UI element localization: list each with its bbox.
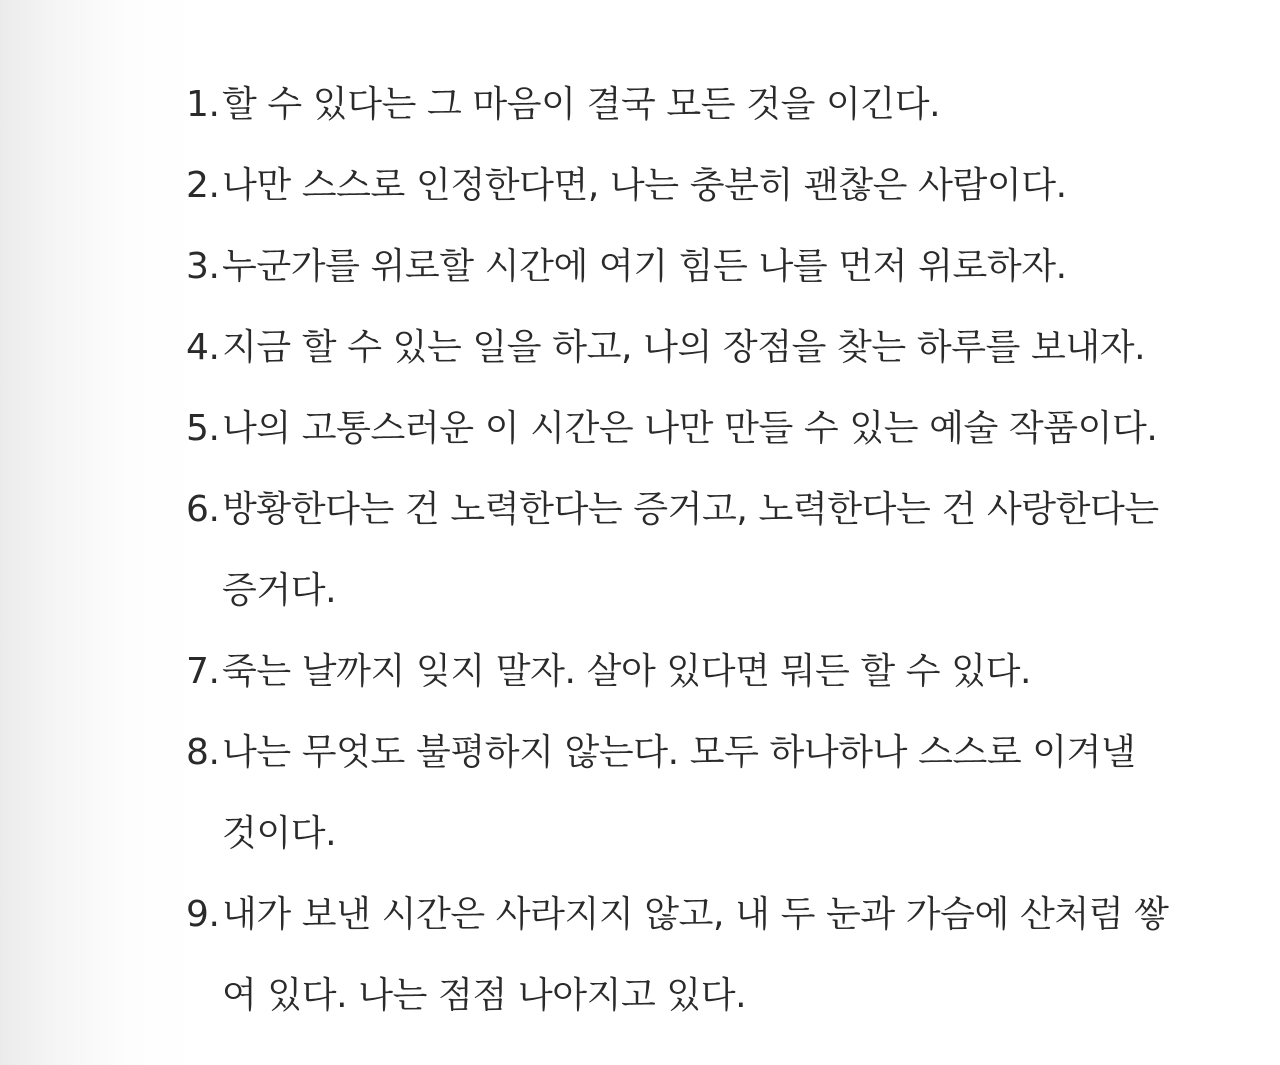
item-text: 할 수 있다는 그 마음이 결국 모든 것을 이긴다.	[222, 84, 941, 125]
item-number: 9.	[186, 894, 220, 935]
list-item	[186, 631, 1206, 712]
item-text: 나만 스스로 인정한다면, 나는 충분히 괜찮은 사람이다.	[222, 165, 1067, 206]
item-number: 1.	[186, 84, 220, 125]
list-item	[186, 226, 1206, 307]
item-text-continuation: 것이다.	[222, 813, 337, 854]
item-number: 3.	[186, 246, 220, 287]
item-number: 6.	[186, 489, 220, 530]
list-item	[186, 145, 1206, 226]
item-number: 8.	[186, 732, 220, 773]
item-text-continuation: 여 있다. 나는 점점 나아지고 있다.	[222, 975, 747, 1016]
list-item	[186, 712, 1206, 874]
item-text: 내가 보낸 시간은 사라지지 않고, 내 두 눈과 가슴에 산처럼 쌓	[222, 894, 1169, 935]
item-text: 방황한다는 건 노력한다는 증거고, 노력한다는 건 사랑한다는	[222, 489, 1159, 530]
item-text: 누군가를 위로할 시간에 여기 힘든 나를 먼저 위로하자.	[222, 246, 1067, 287]
item-text-continuation: 증거다.	[222, 570, 337, 611]
item-number: 5.	[186, 408, 220, 449]
list-item	[186, 64, 1206, 145]
item-number: 2.	[186, 165, 220, 206]
list-item	[186, 388, 1206, 469]
item-text: 지금 할 수 있는 일을 하고, 나의 장점을 찾는 하루를 보내자.	[222, 327, 1146, 368]
item-number: 7.	[186, 651, 220, 692]
item-text: 나는 무엇도 불평하지 않는다. 모두 하나하나 스스로 이겨낼	[222, 732, 1136, 773]
item-text: 나의 고통스러운 이 시간은 나만 만들 수 있는 예술 작품이다.	[222, 408, 1158, 449]
item-text: 죽는 날까지 잊지 말자. 살아 있다면 뭐든 할 수 있다.	[222, 651, 1031, 692]
item-number: 4.	[186, 327, 220, 368]
list-item	[186, 874, 1206, 1036]
list-item	[186, 307, 1206, 388]
list-item	[186, 469, 1206, 631]
